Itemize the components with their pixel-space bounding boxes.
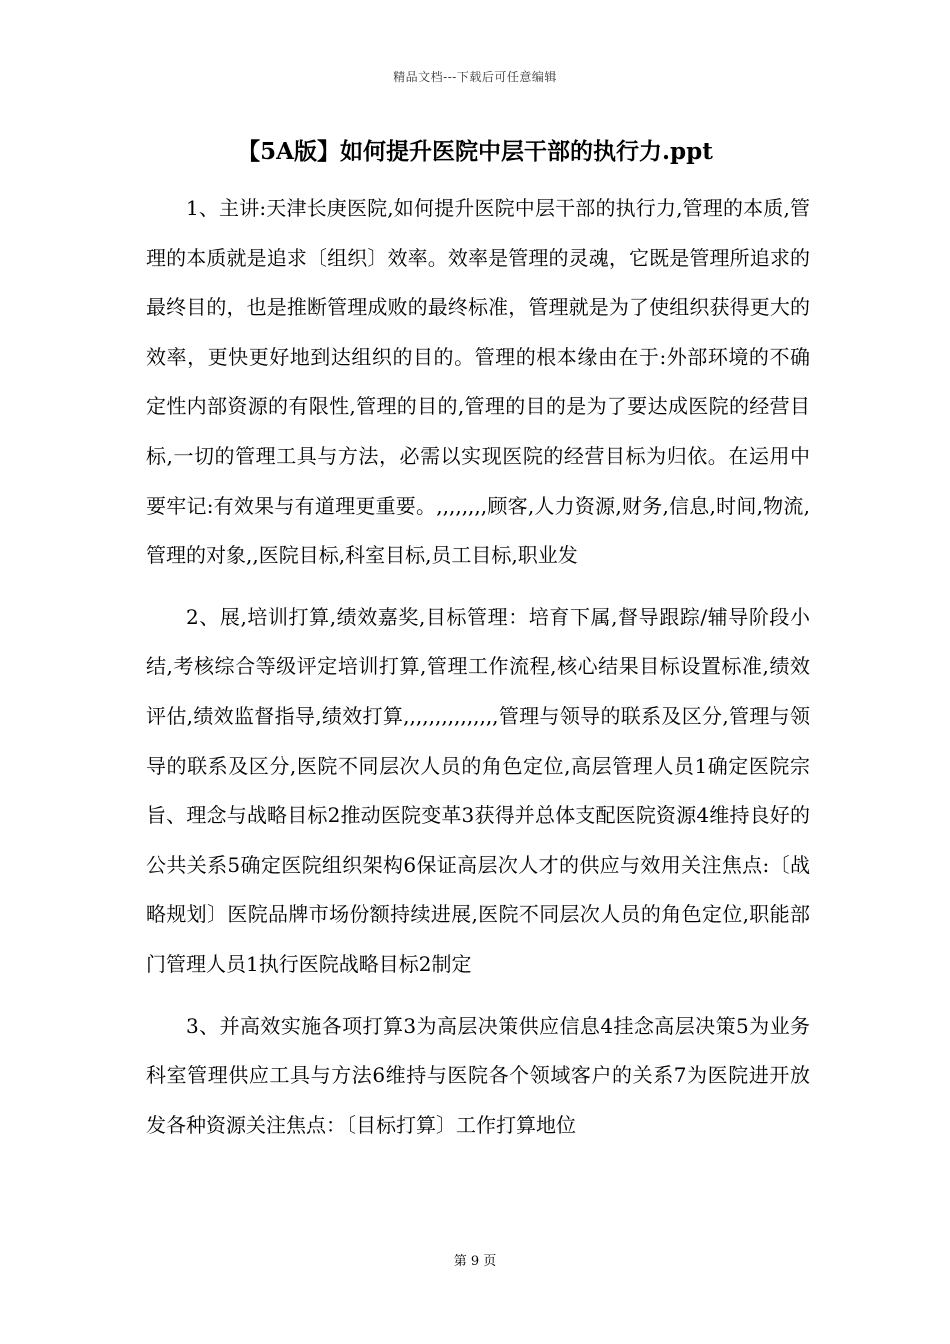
page-header: 精品文档---下载后可任意编辑	[393, 70, 557, 84]
paragraph-1: 1、主讲:天津长庚医院,如何提升医院中层干部的执行力,管理的本质,管理的本质就是追求〔组织〕效率。效率是管理的灵魂，它既是管理所追求的最终目的，也是推断管理成败的最终标准，管理就是为了使组织获得更大的效率，更快更好地到达组织的目的。管理的根本缘由在于:外部环境的不确定性内部资源的有限性,管理的目的,管理的目的是为了要达成医院的经营目标,一切的管理工具与方法，必需以实现医院的经营目标为归依。在运用中要牢记:有效果与有道理更重要。,,,,,,,,顾客,人力资源,财务,信息,时间,物流,管理的对象,,医院目标,科室目标,员工目标,职业发	[146, 196, 810, 568]
page-number: 第 9 页	[453, 1254, 497, 1269]
document-title: 【5A版】如何提升医院中层干部的执行力.ppt	[237, 138, 713, 165]
paragraph-3: 3、并高效实施各项打算3为高层决策供应信息4挂念高层决策5为业务科室管理供应工具与方法6维持与医院各个领域客户的关系7为医院进开放发各种资源关注焦点：〔目标打算〕工作打算地位	[146, 1013, 810, 1137]
document-body	[146, 184, 810, 1162]
paragraph-2: 2、展,培训打算,绩效嘉奖,目标管理：培育下属,督导跟踪/辅导阶段小结,考核综合等级评定培训打算,管理工作流程,核心结果目标设置标准,绩效评估,绩效监督指导,绩效打算,,,,,,,,,,,,,,,管理与领导的联系及区分,管理与领导的联系及区分,医院不同层次人员的角色定位,高层管理人员1确定医院宗旨、理念与战略目标2推动医院变革3获得并总体支配医院资源4维持良好的公共关系5确定医院组织架构6保证高层次人才的供应与效用关注焦点:〔战略规划〕医院品牌市场份额持续进展,医院不同层次人员的角色定位,职能部门管理人员1执行医院战略目标2制定	[146, 604, 810, 976]
